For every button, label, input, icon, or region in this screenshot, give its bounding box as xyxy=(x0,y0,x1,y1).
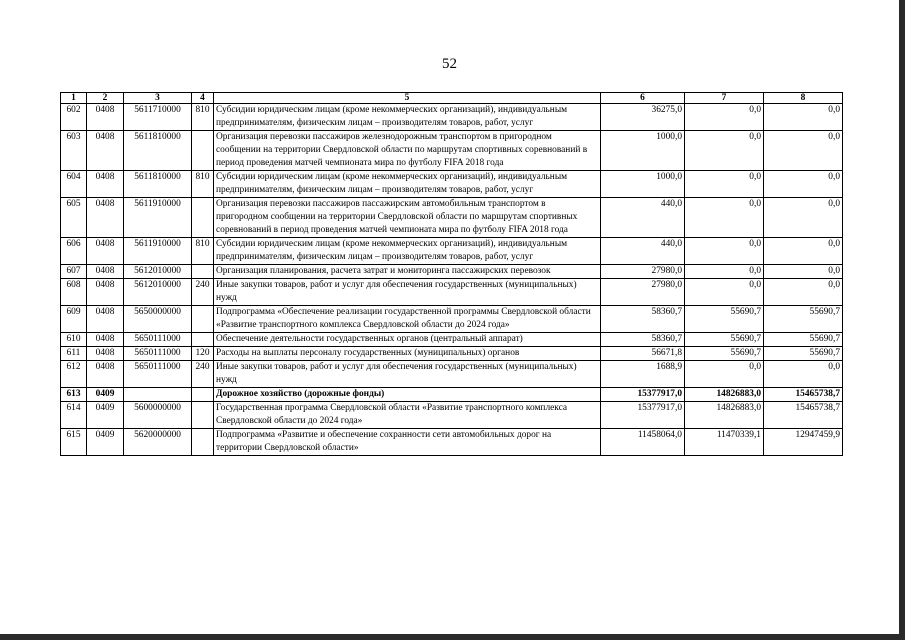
table-row xyxy=(61,198,843,238)
table-row xyxy=(61,306,843,333)
amount-col7-cell: 55690,7 xyxy=(685,306,764,333)
target-code-cell: 5620000000 xyxy=(124,429,192,456)
amount-col8-cell: 55690,7 xyxy=(764,347,843,361)
section-code-cell: 0408 xyxy=(87,171,124,198)
page-number: 52 xyxy=(442,56,457,72)
amount-col6-cell: 440,0 xyxy=(601,198,685,238)
section-code-cell: 0408 xyxy=(87,238,124,265)
amount-col6-cell: 440,0 xyxy=(601,238,685,265)
amount-col8-cell: 0,0 xyxy=(764,265,843,279)
budget-table xyxy=(60,92,843,456)
table-row xyxy=(61,171,843,198)
amount-col6-cell: 1000,0 xyxy=(601,171,685,198)
row-number-cell: 609 xyxy=(61,306,87,333)
amount-col6-cell: 1000,0 xyxy=(601,131,685,171)
amount-col7-cell: 0,0 xyxy=(685,265,764,279)
amount-col6-cell: 27980,0 xyxy=(601,279,685,306)
section-code-cell: 0409 xyxy=(87,402,124,429)
expense-type-cell: 240 xyxy=(192,361,214,388)
amount-col7-cell: 0,0 xyxy=(685,238,764,265)
header-cell: 2 xyxy=(87,93,124,104)
row-number-cell: 607 xyxy=(61,265,87,279)
item-name-cell: Иные закупки товаров, работ и услуг для обеспечения государственных (муниципальных) нужд xyxy=(214,361,601,388)
section-code-cell: 0408 xyxy=(87,333,124,347)
item-name-cell: Дорожное хозяйство (дорожные фонды) xyxy=(214,388,601,402)
amount-col7-cell: 0,0 xyxy=(685,171,764,198)
header-cell: 7 xyxy=(685,93,764,104)
header-cell: 8 xyxy=(764,93,843,104)
item-name-cell: Расходы на выплаты персоналу государственных (муниципальных) органов xyxy=(214,347,601,361)
amount-col7-cell: 0,0 xyxy=(685,198,764,238)
table-row xyxy=(61,131,843,171)
amount-col6-cell: 58360,7 xyxy=(601,306,685,333)
row-number-cell: 613 xyxy=(61,388,87,402)
table-row xyxy=(61,388,843,402)
expense-type-cell xyxy=(192,402,214,429)
table-row xyxy=(61,238,843,265)
target-code-cell: 5612010000 xyxy=(124,265,192,279)
target-code-cell: 5611910000 xyxy=(124,238,192,265)
row-number-cell: 611 xyxy=(61,347,87,361)
amount-col6-cell: 11458064,0 xyxy=(601,429,685,456)
section-code-cell: 0408 xyxy=(87,347,124,361)
row-number-cell: 608 xyxy=(61,279,87,306)
row-number-cell: 610 xyxy=(61,333,87,347)
amount-col7-cell: 0,0 xyxy=(685,279,764,306)
table-row xyxy=(61,429,843,456)
expense-type-cell: 120 xyxy=(192,347,214,361)
expense-type-cell xyxy=(192,333,214,347)
table-row xyxy=(61,265,843,279)
amount-col8-cell: 12947459,9 xyxy=(764,429,843,456)
expense-type-cell: 810 xyxy=(192,104,214,131)
target-code-cell: 5650000000 xyxy=(124,306,192,333)
section-code-cell: 0408 xyxy=(87,361,124,388)
amount-col7-cell: 55690,7 xyxy=(685,333,764,347)
amount-col7-cell: 0,0 xyxy=(685,104,764,131)
header-cell: 1 xyxy=(61,93,87,104)
header-row xyxy=(61,93,843,104)
target-code-cell xyxy=(124,388,192,402)
target-code-cell: 5650111000 xyxy=(124,347,192,361)
table-row xyxy=(61,333,843,347)
table-row xyxy=(61,104,843,131)
amount-col8-cell: 15465738,7 xyxy=(764,402,843,429)
target-code-cell: 5611810000 xyxy=(124,171,192,198)
amount-col7-cell: 0,0 xyxy=(685,131,764,171)
expense-type-cell xyxy=(192,306,214,333)
amount-col8-cell: 55690,7 xyxy=(764,333,843,347)
amount-col7-cell: 55690,7 xyxy=(685,347,764,361)
amount-col6-cell: 58360,7 xyxy=(601,333,685,347)
expense-type-cell xyxy=(192,429,214,456)
row-number-cell: 614 xyxy=(61,402,87,429)
amount-col8-cell: 0,0 xyxy=(764,198,843,238)
table-row xyxy=(61,279,843,306)
header-cell: 5 xyxy=(214,93,601,104)
item-name-cell: Организация перевозки пассажиров пассажирским автомобильным транспортом в пригородном сообщении на территории Свердловской области по маршрутам спортивных соревнований в период проведения матчей чемпионата мира по футболу FIFA 2018 года xyxy=(214,198,601,238)
amount-col6-cell: 15377917,0 xyxy=(601,388,685,402)
amount-col8-cell: 0,0 xyxy=(764,104,843,131)
amount-col8-cell: 0,0 xyxy=(764,238,843,265)
item-name-cell: Субсидии юридическим лицам (кроме некоммерческих организаций), индивидуальным предпринимателям, физическим лицам – производителям товаров, работ, услуг xyxy=(214,171,601,198)
section-code-cell: 0408 xyxy=(87,306,124,333)
section-code-cell: 0408 xyxy=(87,104,124,131)
amount-col7-cell: 14826883,0 xyxy=(685,402,764,429)
header-cell: 4 xyxy=(192,93,214,104)
item-name-cell: Подпрограмма «Развитие и обеспечение сохранности сети автомобильных дорог на территории Свердловской области» xyxy=(214,429,601,456)
amount-col6-cell: 1688,9 xyxy=(601,361,685,388)
amount-col8-cell: 0,0 xyxy=(764,131,843,171)
target-code-cell: 5612010000 xyxy=(124,279,192,306)
row-number-cell: 612 xyxy=(61,361,87,388)
row-number-cell: 604 xyxy=(61,171,87,198)
header-cell: 6 xyxy=(601,93,685,104)
item-name-cell: Субсидии юридическим лицам (кроме некоммерческих организаций), индивидуальным предпринимателям, физическим лицам – производителям товаров, работ, услуг xyxy=(214,104,601,131)
row-number-cell: 605 xyxy=(61,198,87,238)
table-row xyxy=(61,347,843,361)
amount-col8-cell: 0,0 xyxy=(764,279,843,306)
section-code-cell: 0408 xyxy=(87,198,124,238)
target-code-cell: 5650111000 xyxy=(124,361,192,388)
amount-col7-cell: 0,0 xyxy=(685,361,764,388)
header-cell: 3 xyxy=(124,93,192,104)
amount-col6-cell: 27980,0 xyxy=(601,265,685,279)
item-name-cell: Обеспечение деятельности государственных органов (центральный аппарат) xyxy=(214,333,601,347)
expense-type-cell xyxy=(192,131,214,171)
item-name-cell: Организация перевозки пассажиров железнодорожным транспортом в пригородном сообщении на территории Свердловской области по маршрутам спортивных соревнований в период проведения матчей чемпионата мира по футболу FIFA 2018 года xyxy=(214,131,601,171)
expense-type-cell: 810 xyxy=(192,171,214,198)
amount-col8-cell: 15465738,7 xyxy=(764,388,843,402)
row-number-cell: 606 xyxy=(61,238,87,265)
expense-type-cell xyxy=(192,265,214,279)
table-row xyxy=(61,402,843,429)
table-row xyxy=(61,361,843,388)
amount-col8-cell: 0,0 xyxy=(764,171,843,198)
row-number-cell: 615 xyxy=(61,429,87,456)
target-code-cell: 5611910000 xyxy=(124,198,192,238)
item-name-cell: Иные закупки товаров, работ и услуг для обеспечения государственных (муниципальных) нужд xyxy=(214,279,601,306)
expense-type-cell xyxy=(192,388,214,402)
expense-type-cell: 240 xyxy=(192,279,214,306)
amount-col8-cell: 55690,7 xyxy=(764,306,843,333)
expense-type-cell: 810 xyxy=(192,238,214,265)
section-code-cell: 0408 xyxy=(87,131,124,171)
section-code-cell: 0408 xyxy=(87,279,124,306)
target-code-cell: 5611710000 xyxy=(124,104,192,131)
section-code-cell: 0409 xyxy=(87,429,124,456)
amount-col6-cell: 15377917,0 xyxy=(601,402,685,429)
amount-col7-cell: 14826883,0 xyxy=(685,388,764,402)
amount-col7-cell: 11470339,1 xyxy=(685,429,764,456)
item-name-cell: Государственная программа Свердловской области «Развитие транспортного комплекса Свердловской области до 2024 года» xyxy=(214,402,601,429)
target-code-cell: 5650111000 xyxy=(124,333,192,347)
item-name-cell: Подпрограмма «Обеспечение реализации государственной программы Свердловской области «Развитие транспортного комплекса Свердловской области до 2024 года» xyxy=(214,306,601,333)
target-code-cell: 5611810000 xyxy=(124,131,192,171)
section-code-cell: 0409 xyxy=(87,388,124,402)
expense-type-cell xyxy=(192,198,214,238)
target-code-cell: 5600000000 xyxy=(124,402,192,429)
amount-col6-cell: 36275,0 xyxy=(601,104,685,131)
row-number-cell: 603 xyxy=(61,131,87,171)
item-name-cell: Организация планирования, расчета затрат и мониторинга пассажирских перевозок xyxy=(214,265,601,279)
amount-col6-cell: 56671,8 xyxy=(601,347,685,361)
item-name-cell: Субсидии юридическим лицам (кроме некоммерческих организаций), индивидуальным предпринимателям, физическим лицам – производителям товаров, работ, услуг xyxy=(214,238,601,265)
row-number-cell: 602 xyxy=(61,104,87,131)
amount-col8-cell: 0,0 xyxy=(764,361,843,388)
section-code-cell: 0408 xyxy=(87,265,124,279)
